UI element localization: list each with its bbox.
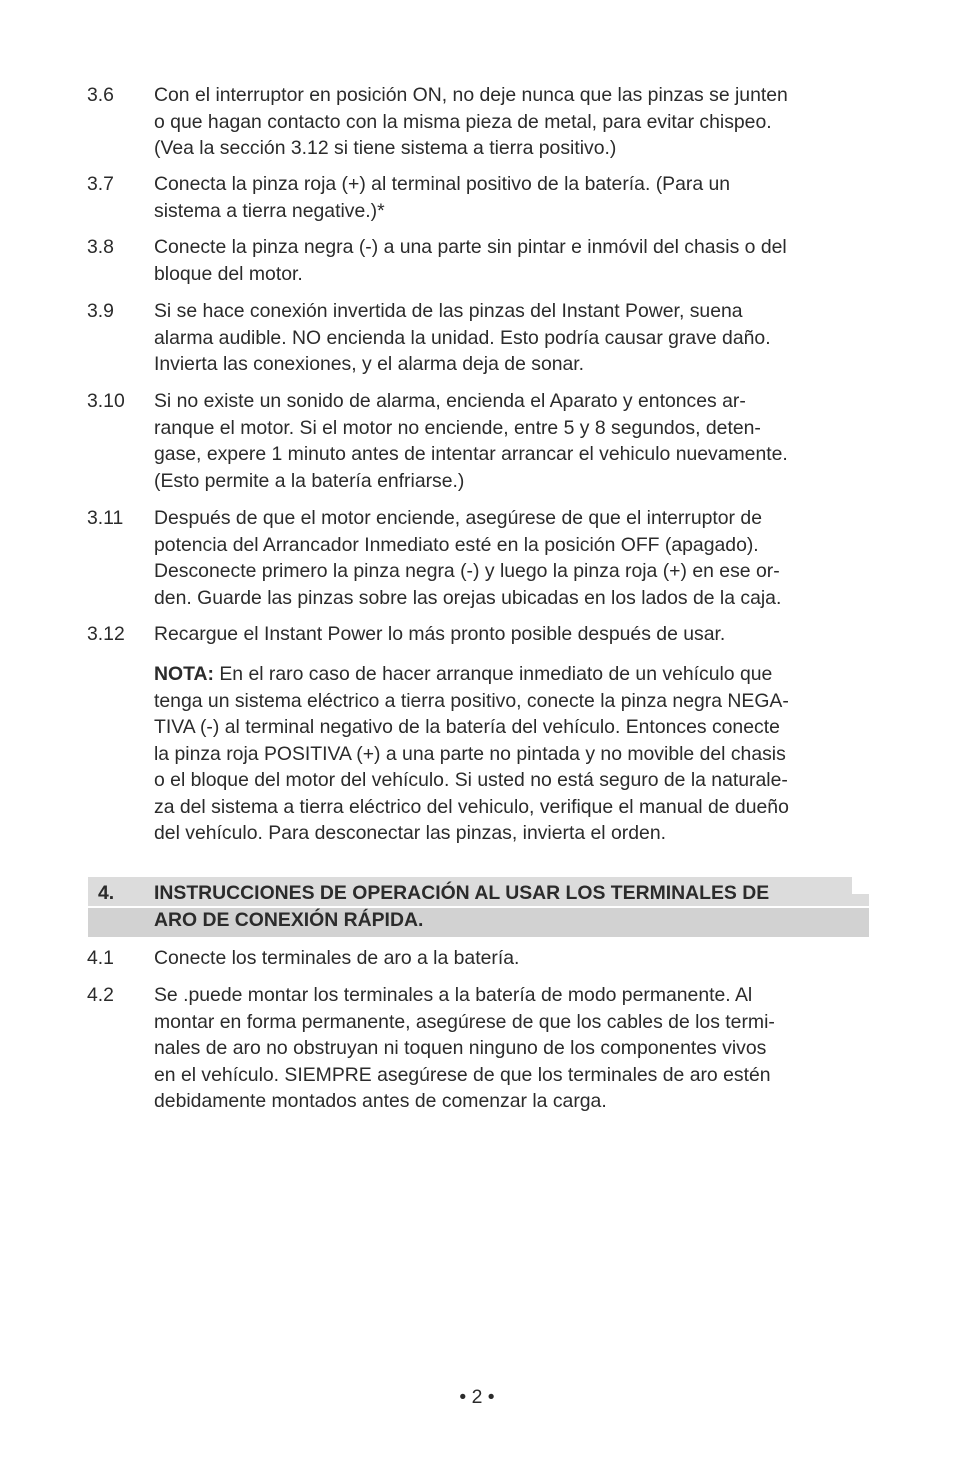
list-item bbox=[87, 505, 869, 611]
note-label: NOTA: bbox=[154, 663, 214, 685]
text-line: Conecte los terminales de aro a la batería. bbox=[154, 947, 520, 969]
item-number: 3.6 bbox=[87, 84, 114, 106]
text-line: (Vea la sección 3.12 si tiene sistema a tierra positivo.) bbox=[154, 137, 617, 159]
text-line: Con el interruptor en posición ON, no deje nunca que las pinzas se junten bbox=[154, 84, 788, 106]
item-number: 4.1 bbox=[87, 947, 114, 969]
section-title bbox=[154, 880, 869, 933]
text-line: Si se hace conexión invertida de las pinzas del Instant Power, suena bbox=[154, 300, 743, 322]
section-heading bbox=[88, 877, 869, 937]
item-text bbox=[154, 621, 869, 648]
item-number: 3.7 bbox=[87, 173, 114, 195]
note-block bbox=[154, 661, 869, 847]
page-number: • 2 • bbox=[459, 1386, 495, 1408]
list-item bbox=[87, 171, 869, 224]
section-number: 4. bbox=[98, 882, 115, 904]
text-line: Invierta las conexiones, y el alarma deja de sonar. bbox=[154, 353, 585, 375]
item-text bbox=[154, 298, 869, 378]
text-line: Conecta la pinza roja (+) al terminal positivo de la batería. (Para un bbox=[154, 173, 731, 195]
list-item bbox=[87, 945, 869, 972]
text-line: del vehículo. Para desconectar las pinzas, invierta el orden. bbox=[154, 822, 666, 844]
text-line: ranque el motor. Si el motor no enciende, entre 5 y 8 segundos, deten- bbox=[154, 416, 761, 439]
text-line: alarma audible. NO encienda la unidad. Esto podría causar grave daño. bbox=[154, 326, 771, 349]
text-line: Desconecte primero la pinza negra (-) y luego la pinza roja (+) en ese or- bbox=[154, 560, 780, 582]
text-line: montar en forma permanente, asegúrese de que los cables de los termi- bbox=[154, 1010, 775, 1033]
text-line bbox=[154, 661, 869, 688]
text-line: za del sistema a tierra eléctrico del vehiculo, verifique el manual de dueño bbox=[154, 795, 789, 818]
text-line: (Esto permite a la batería enfriarse.) bbox=[154, 469, 465, 492]
list-item bbox=[87, 621, 869, 648]
title-line: INSTRUCCIONES DE OPERACIÓN AL USAR LOS TERMINALES DE bbox=[154, 882, 770, 904]
text-line: o que hagan contacto con la misma pieza de metal, para evitar chispeo. bbox=[154, 110, 772, 133]
text-line: sistema a tierra negative.)* bbox=[154, 199, 385, 222]
list-item bbox=[87, 982, 869, 1115]
item-text bbox=[154, 505, 869, 611]
text-line: nales de aro no obstruyan ni toquen ninguno de los componentes vivos bbox=[154, 1037, 767, 1059]
item-number: 3.8 bbox=[87, 236, 114, 258]
text-line: debidamente montados antes de comenzar la carga. bbox=[154, 1090, 607, 1112]
text-line: o el bloque del motor del vehículo. Si usted no está seguro de la naturale- bbox=[154, 769, 788, 791]
item-text bbox=[154, 234, 869, 287]
text-line: Conecte la pinza negra (-) a una parte sin pintar e inmóvil del chasis o del bbox=[154, 236, 787, 258]
text-line: Después de que el motor enciende, asegúrese de que el interruptor de bbox=[154, 507, 762, 529]
text-line: Se .puede montar los terminales a la batería de modo permanente. Al bbox=[154, 984, 753, 1006]
item-text bbox=[154, 82, 869, 162]
item-text bbox=[154, 388, 869, 494]
list-item bbox=[87, 82, 869, 162]
text-line: potencia del Arrancador Inmediato esté en la posición OFF (apagado). bbox=[154, 533, 759, 556]
text-line: la pinza roja POSITIVA (+) a una parte no pintada y no movible del chasis bbox=[154, 742, 786, 765]
text-line: en el vehículo. SIEMPRE asegúrese de que los terminales de aro estén bbox=[154, 1063, 771, 1086]
text-line: gase, expere 1 minuto antes de intentar arrancar el vehiculo nuevamente. bbox=[154, 443, 788, 465]
item-number: 3.11 bbox=[87, 507, 124, 529]
text-line: tenga un sistema eléctrico a tierra positivo, conecte la pinza negra NEGA- bbox=[154, 689, 789, 712]
item-text bbox=[154, 982, 869, 1115]
item-text bbox=[154, 945, 869, 972]
item-number: 3.10 bbox=[87, 390, 125, 412]
text-line: Si no existe un sonido de alarma, encienda el Aparato y entonces ar- bbox=[154, 390, 746, 412]
list-item bbox=[87, 388, 869, 494]
item-number: 3.9 bbox=[87, 300, 114, 322]
list-item bbox=[87, 234, 869, 287]
item-text bbox=[154, 171, 869, 224]
text-line: bloque del motor. bbox=[154, 262, 303, 285]
note-first-line: En el raro caso de hacer arranque inmediato de un vehículo que bbox=[213, 663, 773, 685]
item-number: 3.12 bbox=[87, 623, 125, 645]
list-item bbox=[87, 298, 869, 378]
text-line: den. Guarde las pinzas sobre las orejas ubicadas en los lados de la caja. bbox=[154, 586, 782, 609]
text-line: TIVA (-) al terminal negativo de la batería del vehículo. Entonces conecte bbox=[154, 716, 780, 738]
text-line: Recargue el Instant Power lo más pronto posible después de usar. bbox=[154, 623, 726, 645]
item-number: 4.2 bbox=[87, 984, 114, 1006]
title-line: ARO DE CONEXIÓN RÁPIDA. bbox=[154, 908, 424, 931]
